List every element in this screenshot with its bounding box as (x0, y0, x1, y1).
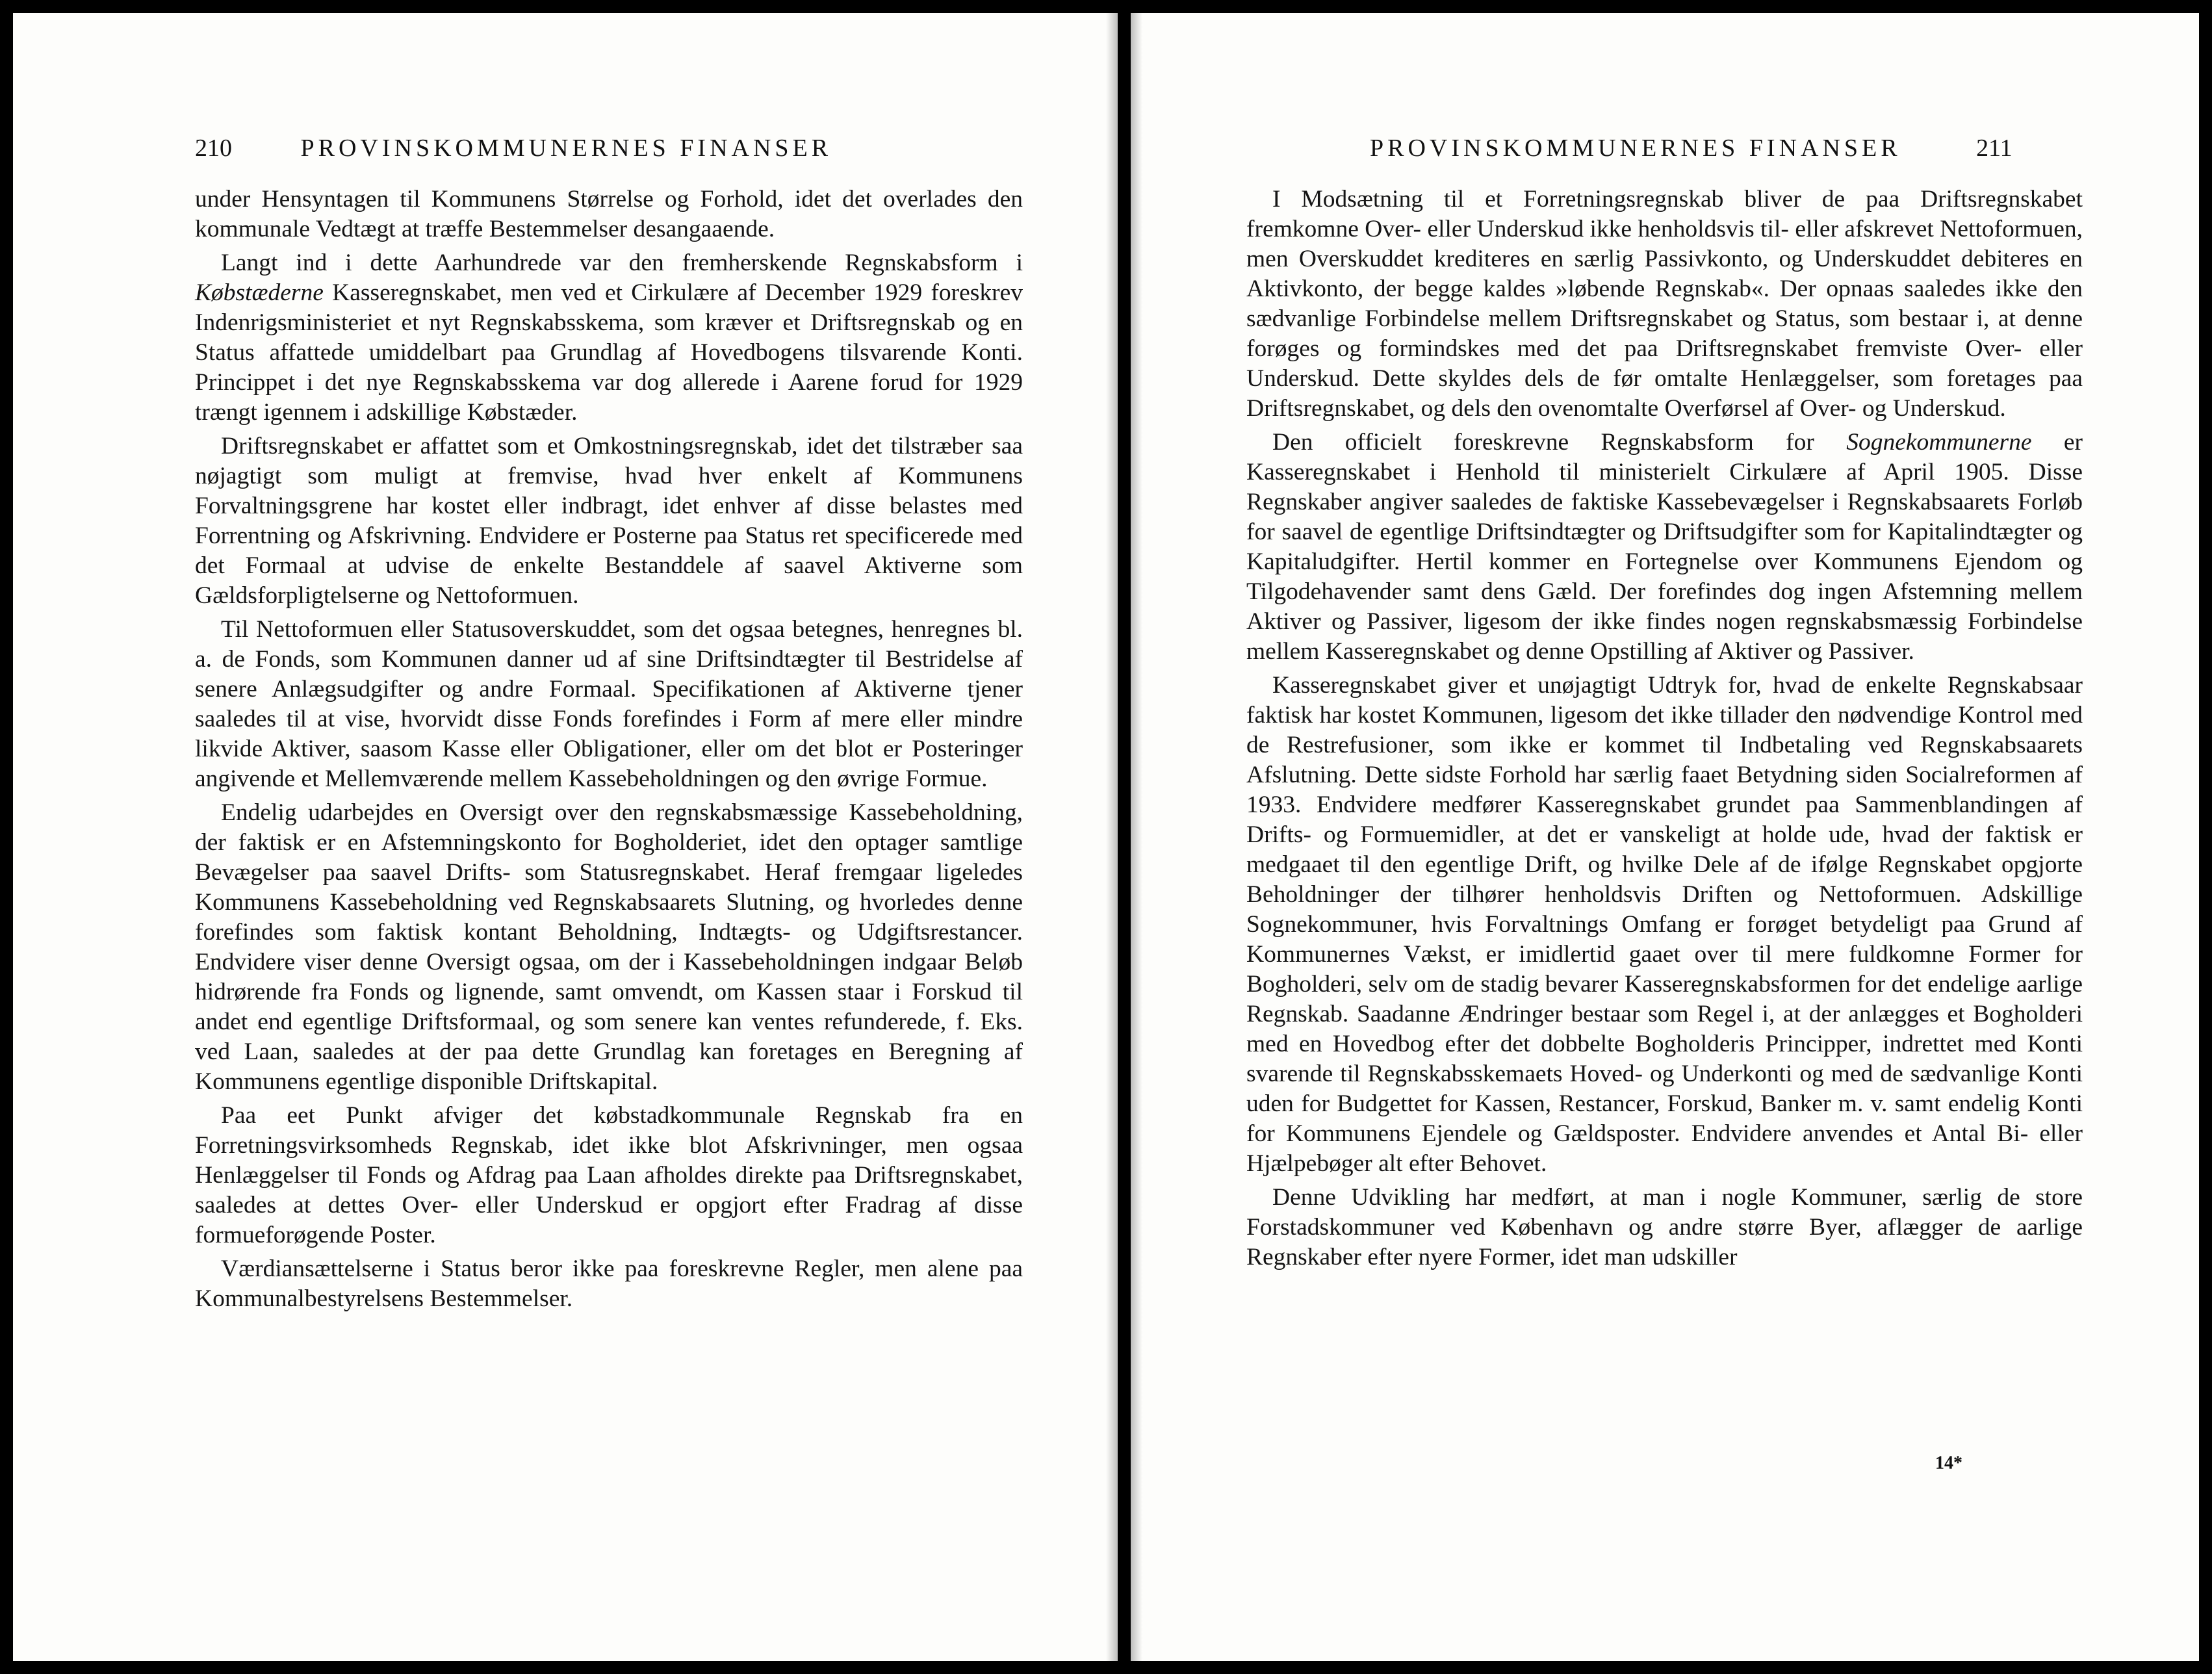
italic-term: Sognekommunerne (1846, 429, 2032, 456)
left-paragraph (195, 248, 1023, 428)
left-page-header (195, 134, 832, 162)
paragraph-text: er Kasseregnskabet i Henhold til ministerielt Cirkulære af April 1905. Disse Regnskaber angiver saaledes de faktiske Kassebevægelser i Regnskabsaarets Forløb for saavel de egentlige Driftsindtægter og Driftsudgifter som for Kapitalindtægter og Kapitaludgifter. Hertil kommer en Fortegnelse over Kommunens Ejendom og Tilgodehavender samt dens Gæld. Der forefindes dog ingen Afstemning mellem Aktiver og Passiver, ligesom der ikke findes nogen regnskabsmæssig Forbindelse mellem Kasseregnskabet og denne Opstilling af Aktiver og Passiver. (1246, 429, 2083, 665)
paragraph-text: Paa eet Punkt afviger det købstadkommunale Regnskab fra en Forretningsvirksomheds Regnskab, idet ikke blot Afskrivninger, men ogsaa Henlæggelser til Fonds og Afdrag paa Laan afholdes direkte paa Driftsregnskabet, saaledes at dettes Over- eller Underskud er opgjort efter Fradrag af disse formueforøgende Poster. (195, 1102, 1023, 1248)
paragraph-text: Langt ind i dette Aarhundrede var den fremherskende Regnskabsform i (221, 250, 1023, 276)
left-paragraph (195, 431, 1023, 611)
running-title-right: PROVINSKOMMUNERNES FINANSER (1370, 135, 1901, 162)
right-page-header (1370, 134, 2013, 162)
left-paragraph (195, 1254, 1023, 1314)
right-text-column (1246, 185, 2083, 1276)
paragraph-text: Denne Udvikling har medført, at man i nogle Kommuner, særlig de store Forstadskommuner ved København og andre større Byer, aflægger de aarlige Regnskaber efter nyere Former, idet man udskiller (1246, 1184, 2083, 1270)
paragraph-text: Endelig udarbejdes en Oversigt over den regnskabsmæssige Kassebeholdning, der faktisk er en Afstemningskonto for Bogholderiet, idet den optager samtlige Bevægelser paa saavel Drifts- som Statusregnskabet. Heraf fremgaar ligeledes Kommunens Kassebeholdning ved Regnskabsaarets Slutning, og hvorledes denne forefindes som faktisk kontant Beholdning, Indtægts- og Udgiftsrestancer. Endvidere viser denne Oversigt ogsaa, om der i Kassebeholdningen indgaar Beløb hidrørende fra Fonds og lignende, samt omvendt, om Kassen staar i Forskud til andet end egentlige Driftsformaal, og som senere kan ventes refunderede, f. Eks. ved Laan, saaledes at der paa dette Grundlag kan foretages en Beregning af Kommunens egentlige disponible Driftskapital. (195, 799, 1023, 1095)
left-paragraph (195, 185, 1023, 244)
right-paragraph (1246, 671, 2083, 1179)
page-number-right: 211 (1976, 135, 2013, 162)
paragraph-text: Kasseregnskabet giver et unøjagtigt Udtryk for, hvad de enkelte Regnskabsaar faktisk har kostet Kommunen, ligesom det ikke tillader den nødvendige Kontrol med de Restrefusioner, som ikke er kommet til Indbetaling ved Regnskabsaarets Afslutning. Dette sidste Forhold har særlig faaet Betydning siden Socialreformen af 1933. Endvidere medfører Kasseregnskabet grundet paa Sammenblandingen af Drifts- og Formuemidler, at det er vanskeligt at holde ude, hvad der faktisk er medgaaet til den egentlige Drift, og hvilke Dele af de ifølge Regnskabet opgjorte Beholdninger der tilhører henholdsvis Driften og Nettoformuen. Adskillige Sognekommuner, hvis Forvaltnings Omfang er forøget betydeligt paa Grund af Kommunernes Vækst, er imidlertid gaaet over til mere fuldkomne Former for Bogholderi, selv om de stadig bevarer Kasseregnskabsformen for det endelige aarlige Regnskab. Saadanne Ændringer bestaar som Regel i, at der anlægges et Bogholderi med en Hovedbog efter det dobbelte Bogholderis Principper, indrettet med Konti svarende til Regnskabsskemaets Hoved- og Underkonti og med de sædvanlige Konti uden for Budgettet for Kassen, Restancer, Forskud, Banker m. v. samt endelig Konti for Kommunens Ejendele og Gældsposter. Endvidere anvendes et Antal Bi- eller Hjælpebøger alt efter Behovet. (1246, 672, 2083, 1177)
paragraph-text: Kasseregnskabet, men ved et Cirkulære af December 1929 foreskrev Indenrigsministeriet et nyt Regnskabsskema, som kræver et Driftsregnskab og en Status affattede umiddelbart paa Grundlag af Hovedbogens tilsvarende Konti. Princippet i det nye Regnskabsskema var dog allerede i Aarene forud for 1929 trængt igennem i adskillige Købstæder. (195, 279, 1023, 426)
italic-term: Købstæderne (195, 279, 324, 306)
right-paragraph (1246, 428, 2083, 667)
paragraph-text: Driftsregnskabet er affattet som et Omkostningsregnskab, idet det tilstræber saa nøjagtigt som muligt at fremvise, hvad hver enkelt af Kommunens Forvaltningsgrene har kostet eller indbragt, idet enhver af disse belastes med Forrentning og Afskrivning. Endvidere er Posterne paa Status ret specificerede med det Formaal at udvise de enkelte Bestanddele af saavel Aktiverne som Gældsforpligtelserne og Nettoformuen. (195, 433, 1023, 609)
running-title-left: PROVINSKOMMUNERNES FINANSER (300, 135, 832, 162)
gutter-shadow-right (1131, 13, 1142, 1661)
paragraph-text: Den officielt foreskrevne Regnskabsform for (1272, 429, 1847, 456)
paragraph-text: under Hensyntagen til Kommunens Størrelse og Forhold, idet det overlades den kommunale Vedtægt at træffe Bestemmelser desangaaende. (195, 186, 1023, 242)
left-paragraph (195, 1101, 1023, 1250)
gutter-shadow-left (1106, 13, 1118, 1661)
left-page (13, 13, 1118, 1661)
left-text-column (195, 185, 1023, 1318)
paragraph-text: Til Nettoformuen eller Statusoverskuddet, som det ogsaa betegnes, henregnes bl. a. de Fonds, som Kommunen danner ud af sine Driftsindtægter til Bestridelse af senere Anlægsudgifter og andre Formaal. Specifikationen af Aktiverne tjener saaledes til at vise, hvorvidt disse Fonds forefindes i Form af mere eller mindre likvide Aktiver, saasom Kasse eller Obligationer, eller om det blot er Posteringer angivende et Mellemværende mellem Kassebeholdningen og den øvrige Formue. (195, 616, 1023, 792)
left-paragraph (195, 798, 1023, 1097)
signature-mark: 14* (1935, 1453, 1962, 1473)
right-page (1131, 13, 2199, 1661)
left-paragraph (195, 615, 1023, 794)
right-paragraph (1246, 185, 2083, 424)
page-number-left: 210 (195, 135, 232, 162)
right-paragraph (1246, 1183, 2083, 1272)
paragraph-text: Værdiansættelserne i Status beror ikke paa foreskrevne Regler, men alene paa Kommunalbestyrelsens Bestemmelser. (195, 1256, 1023, 1312)
paragraph-text: I Modsætning til et Forretningsregnskab bliver de paa Driftsregnskabet fremkomne Over- eller Underskud ikke henholdsvis til- eller afskrevet Nettoformuen, men Overskuddet krediteres en særlig Passivkonto, og Underskuddet debiteres en Aktivkonto, der begge kaldes »løbende Regnskab«. Der opnaas saaledes ikke den sædvanlige Forbindelse mellem Driftsregnskabet og Status, som bestaar i, at denne forøges og formindskes med det paa Driftsregnskabet fremviste Over- eller Underskud. Dette skyldes dels de før omtalte Henlæggelser, som foretages paa Driftsregnskabet, og dels den ovenomtalte Overførsel af Over- og Underskud. (1246, 186, 2083, 422)
